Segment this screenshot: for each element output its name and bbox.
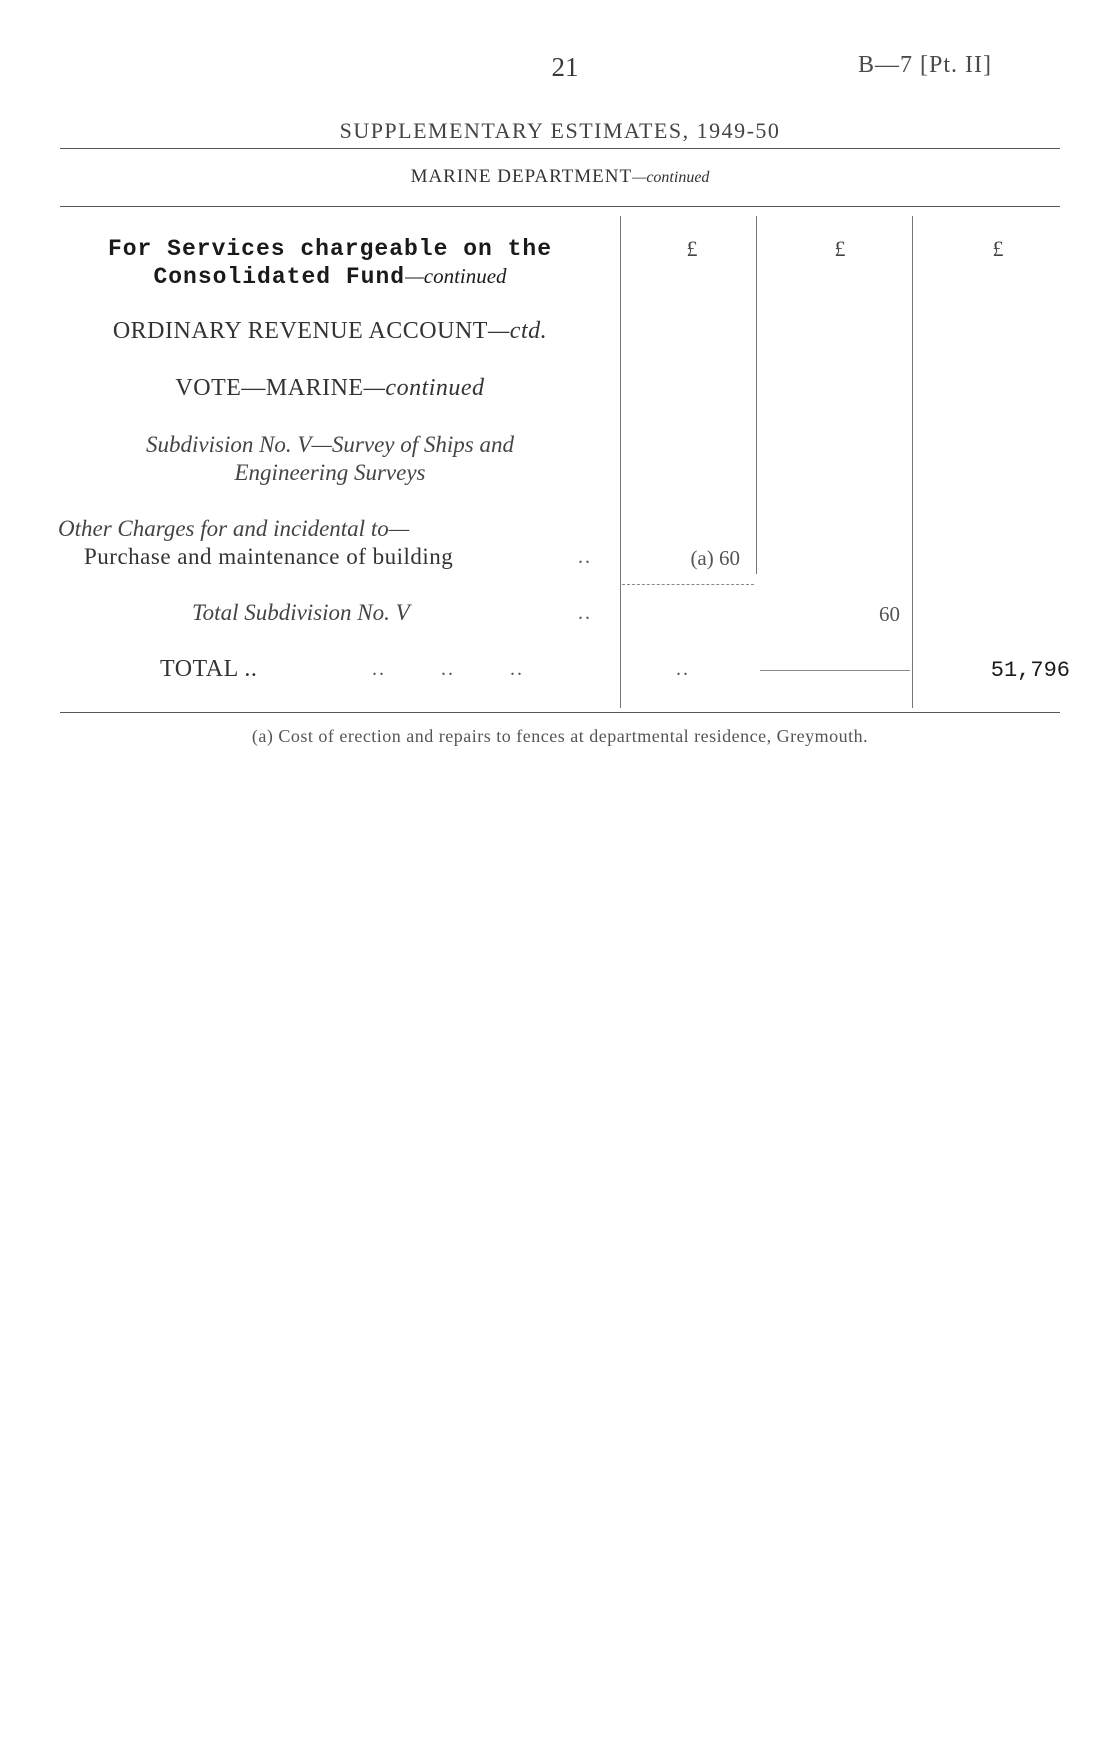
department-rule [60,206,1060,207]
title-rule [60,148,1060,149]
vote-heading [60,375,600,402]
item-label: Purchase and maintenance of building [84,544,454,569]
table-bottom-rule [60,712,1060,713]
column-divider-1 [620,216,621,708]
account-name: ORDINARY REVENUE ACCOUNT [112,318,488,344]
item-amount: (a) 60 [690,546,740,570]
grand-total-amount: 51,796 [990,658,1070,683]
account-heading [60,318,600,345]
department-suffix: —continued [632,169,710,186]
subtotal-amount: 60 [879,602,900,626]
subdivision-heading-line1: Subdivision No. V—Survey of Ships and [146,432,514,457]
services-heading-line1: For Services chargeable on the [107,236,553,262]
column-divider-2 [756,216,757,574]
document-reference: B—7 [Pt. II] [858,52,992,78]
subdivision-heading-line2: Engineering Surveys [234,460,426,485]
column-divider-3 [912,216,913,708]
vote-name: VOTE—MARINE [175,375,364,401]
total-column1-dots: .. [676,658,690,680]
currency-header-1: £ [686,236,698,261]
currency-header-2: £ [834,236,846,261]
vote-suffix: —continued [363,375,485,401]
subtotal-label: Total Subdivision No. V [192,600,410,625]
department-heading [290,166,830,188]
services-heading-line2 [60,264,600,290]
services-fund: Consolidated Fund [153,264,406,290]
page-title: SUPPLEMENTARY ESTIMATES, 1949-50 [339,118,781,143]
account-suffix: —ctd. [487,318,548,344]
page-number: 21 [551,52,579,82]
services-suffix: —continued [405,264,507,288]
item-sum-rule [622,584,754,585]
total-leader-dots: .. .. .. [372,658,524,680]
department-name: MARINE DEPARTMENT [410,166,633,187]
subtotal-sum-rule [760,670,910,671]
currency-header-3: £ [992,236,1004,261]
subtotal-leader-dots: .. [578,602,592,624]
total-label: TOTAL .. [160,656,258,682]
item-leader-dots: .. [578,546,592,568]
footnote: (a) Cost of erection and repairs to fences at departmental residence, Greymouth. [251,726,869,746]
other-charges-heading: Other Charges for and incidental to— [58,516,410,541]
